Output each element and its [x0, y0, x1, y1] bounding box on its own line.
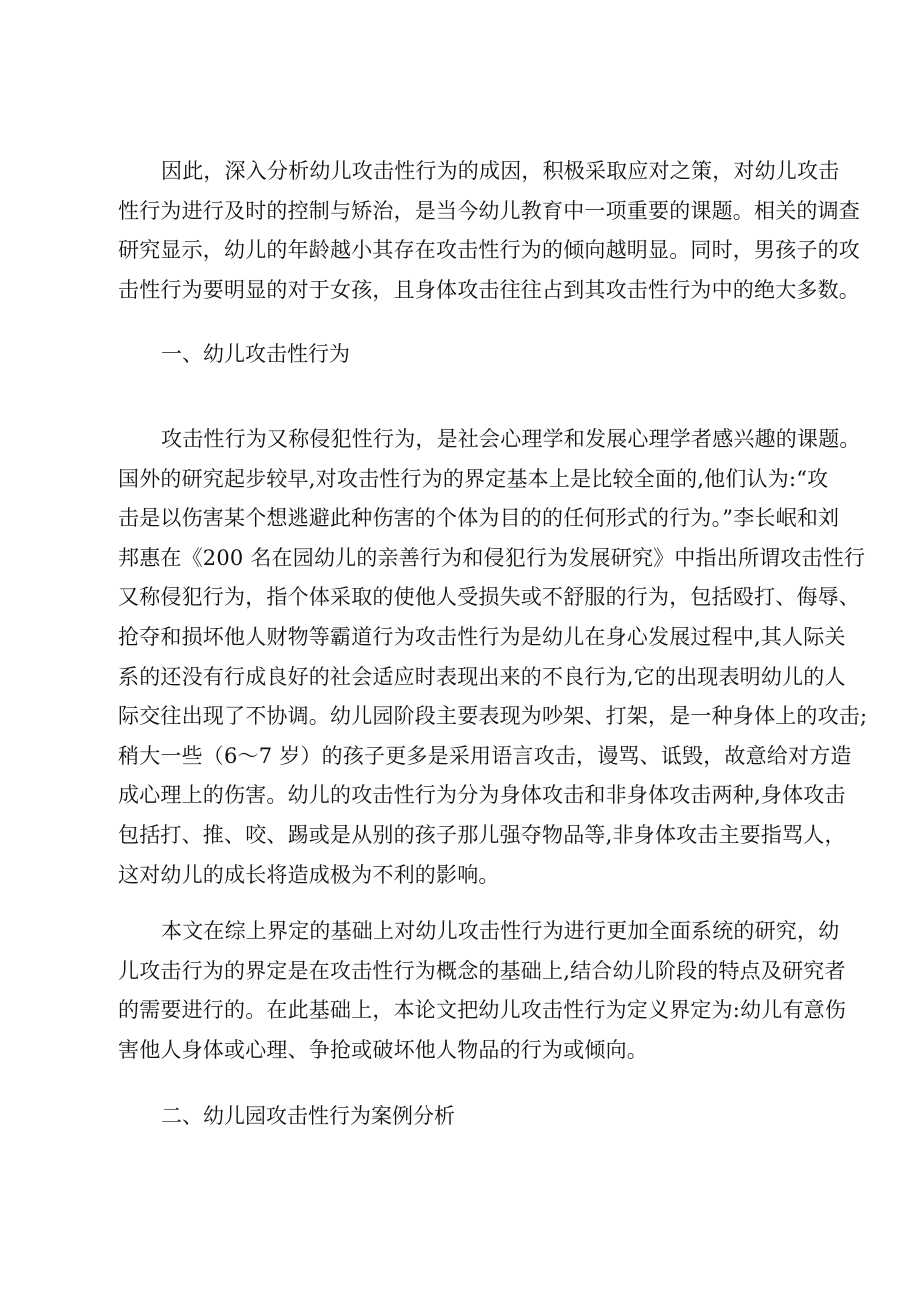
paragraph-line: 击是以伤害某个想逃避此种伤害的个体为目的的任何形式的行为。”李长岷和刘: [118, 506, 840, 531]
paragraph-3: [118, 912, 847, 1070]
paragraph-1: [118, 152, 860, 310]
paragraph-line: 抢夺和损坏他人财物等霸道行为攻击性行为是幼儿在身心发展过程中,其人际关: [118, 624, 846, 649]
paragraph-2: [118, 420, 868, 895]
paragraph-line: 国外的研究起步较早,对攻击性行为的界定基本上是比较全面的,他们认为:“攻: [118, 466, 829, 491]
paragraph-line: 成心理上的伤害。幼儿的攻击性行为分为身体攻击和非身体攻击两种,身体攻击: [118, 783, 846, 808]
paragraph-line: 攻击性行为又称侵犯性行为，是社会心理学和发展心理学者感兴趣的课题。: [161, 427, 861, 451]
paragraph-line: 害他人身体或心理、争抢或破坏他人物品的行为或倾向。: [118, 1037, 648, 1062]
section-heading-1: 一、幼儿攻击性行为: [161, 342, 350, 366]
paragraph-line: 际交往出现了不协调。幼儿园阶段主要表现为吵架、打架，是一种身体上的攻击;: [118, 704, 868, 729]
paragraph-line: 稍大一些（6～7 岁）的孩子更多是采用语言攻击，谩骂、诋毁，故意给对方造: [118, 743, 852, 768]
paragraph-line: 系的还没有行成良好的社会适应时表现出来的不良行为,它的出现表明幼儿的人: [118, 664, 846, 689]
paragraph-line: 研究显示，幼儿的年龄越小其存在攻击性行为的倾向越明显。同时，男孩子的攻: [118, 238, 860, 263]
paragraph-line: 邦惠在《200 名在园幼儿的亲善行为和侵犯行为发展研究》中指出所谓攻击性行: [118, 545, 866, 570]
paragraph-line: 性行为进行及时的控制与矫治，是当今幼儿教育中一项重要的课题。相关的调查: [118, 198, 860, 223]
paragraph-line: 又称侵犯行为，指个体采取的使他人受损失或不舒服的行为，包括殴打、侮辱、: [118, 585, 860, 610]
paragraph-line: 的需要进行的。在此基础上，本论文把幼儿攻击性行为定义界定为:幼儿有意伤: [118, 998, 847, 1023]
paragraph-line: 儿攻击行为的界定是在攻击性行为概念的基础上,结合幼儿阶段的特点及研究者: [118, 958, 846, 983]
section-heading-2: 二、幼儿园攻击性行为案例分析: [161, 1104, 455, 1128]
paragraph-line: 这对幼儿的成长将造成极为不利的影响。: [118, 862, 500, 887]
paragraph-line: 因此，深入分析幼儿攻击性行为的成因，积极采取应对之策，对幼儿攻击: [161, 159, 840, 183]
paragraph-line: 包括打、推、咬、踢或是从别的孩子那儿强夺物品等,非身体攻击主要指骂人，: [118, 822, 846, 847]
paragraph-line: 本文在综上界定的基础上对幼儿攻击性行为进行更加全面系统的研究，幼: [161, 919, 840, 943]
paragraph-line: 击性行为要明显的对于女孩，且身体攻击往往占到其攻击性行为中的绝大多数。: [118, 277, 860, 302]
